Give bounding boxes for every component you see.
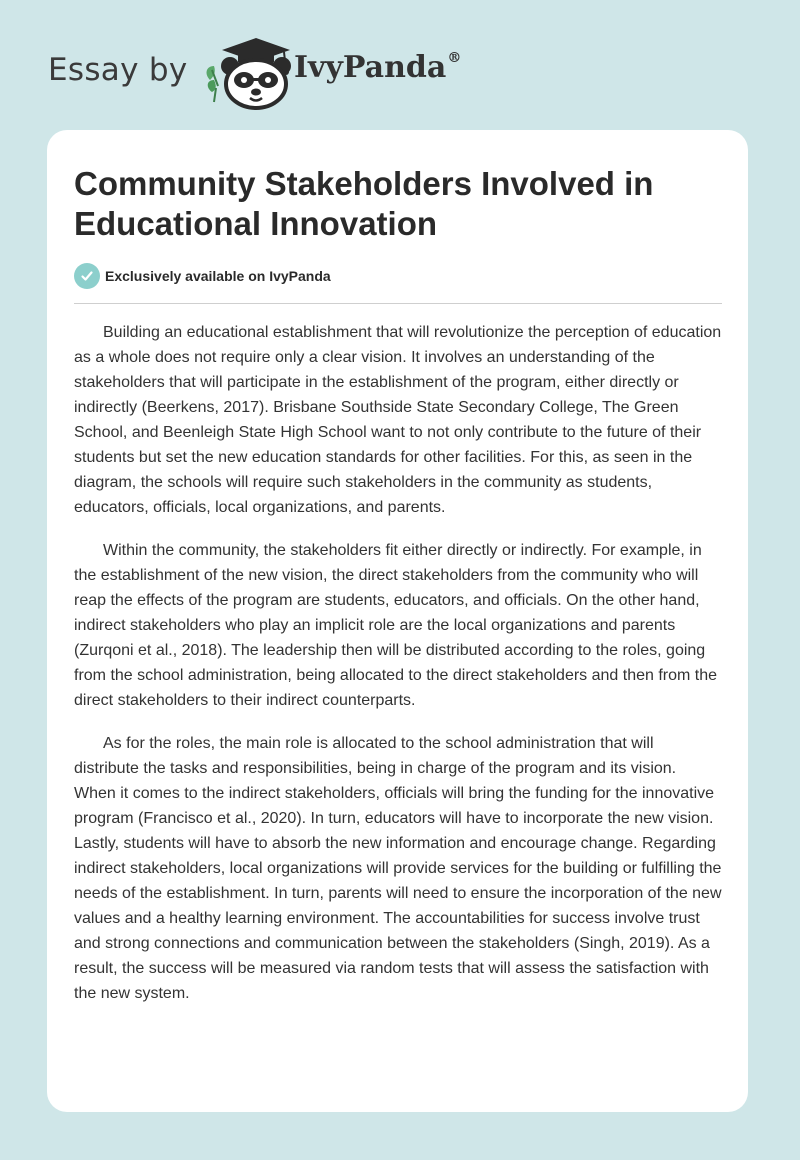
paragraph: Within the community, the stakeholders fit either directly or indirectly. For example, in the establishment of the new vision, the direct stakeholders from the community who will reap the effects of the program are students, educators, and officials. On the other hand, indirect stakeholders who play an implicit role are the local organizations and parents (Zurqoni et al., 2018). The leadership then will be distributed according to the roles, going from the school administration, being allocated to the direct stakeholders and then from the direct stakeholders to their indirect counterparts. [74,542,718,709]
exclusive-badge-label: Exclusively available on IvyPanda [105,268,331,284]
exclusive-badge [74,263,331,289]
page-title: Community Stakeholders Involved in Educational Innovation [74,165,654,242]
paragraph: Building an educational establishment that will revolutionize the perception of education as a whole does not require only a clear vision. It involves an understanding of the stakeholders that will participate in the establishment of the program, either directly or indirectly (Beerkens, 2017). Brisbane Southside State Secondary College, The Green School, and Beenleigh State High School want to not only contribute to the future of their students but set the new education standards for other facilities. For this, as seen in the diagram, the schools will require such stakeholders in the community as students, educators, officials, local organizations, and parents. [74,324,722,516]
essay-by-label: Essay by [48,52,188,88]
paragraph: As for the roles, the main role is allocated to the school administration that will distribute the tasks and responsibilities, being in charge of the program and its vision. When it comes to the indirect stakeholders, officials will bring the funding for the innovative program (Francisco et al., 2020). In turn, educators will have to incorporate the new vision. Lastly, students will have to absorb the new information and encourage change. Regarding indirect stakeholders, local organizations will provide services for the building or fulfilling the needs of the establishment. In turn, parents will need to ensure the incorporation of the new values and a healthy learning environment. The accountabilities for success involve trust and strong connections and communication between the stakeholders (Singh, 2019). As a result, the success will be measured via random tests that will assess the satisfaction with the new system. [74,735,722,1002]
panda-mascot-icon [204,36,294,110]
checkmark-icon [74,263,100,289]
essay-card [47,130,748,1112]
site-header [0,0,800,130]
essay-body [74,320,722,1024]
ivypanda-logo-link[interactable] [204,36,294,110]
brand-text: IvyPanda [294,50,447,85]
registered-mark: ® [447,50,462,66]
brand-name[interactable] [294,50,461,85]
divider [74,303,722,304]
